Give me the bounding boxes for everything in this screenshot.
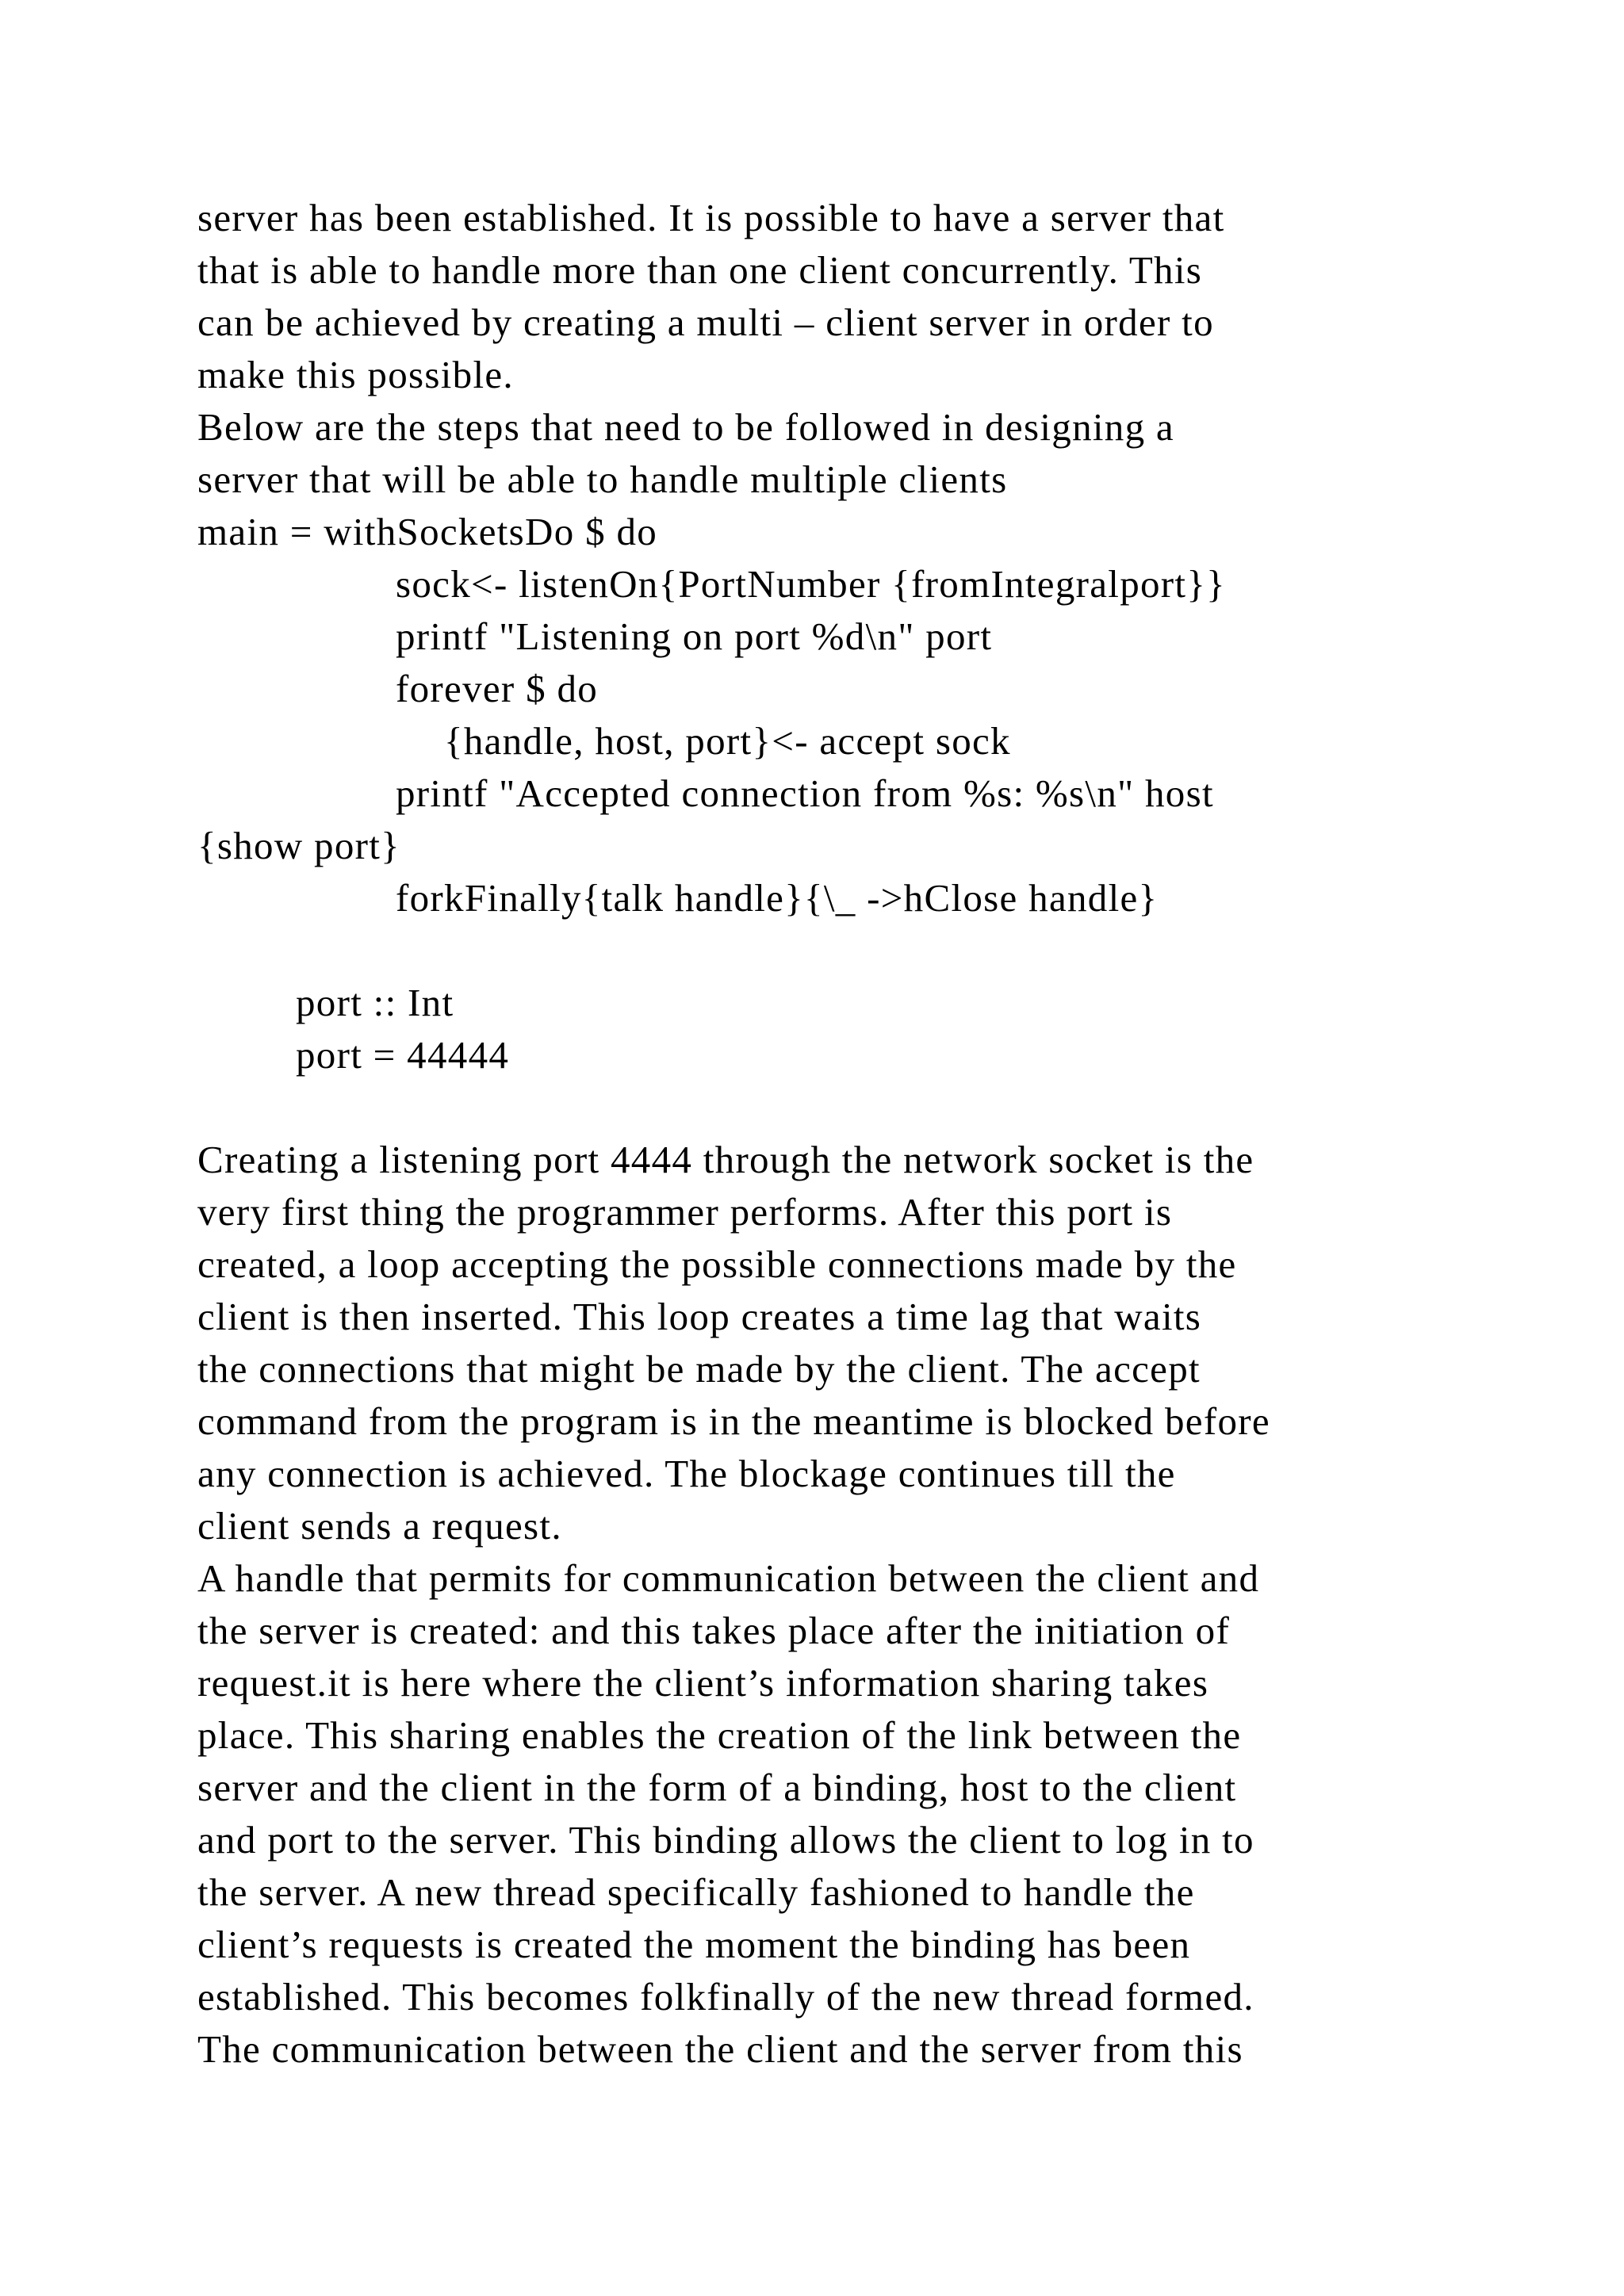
code-line: port :: Int [296, 981, 454, 1024]
text-line: The communication between the client and the server from this [197, 2027, 1243, 2071]
text-line: very first thing the programmer performs. After this port is [197, 1190, 1173, 1234]
text-line: client’s requests is created the moment the binding has been [197, 1923, 1191, 1966]
text-line: created, a loop accepting the possible connections made by the [197, 1242, 1237, 1286]
text-line: command from the program is in the meantime is blocked before [197, 1399, 1270, 1443]
text-line: server has been established. It is possible to have a server that [197, 196, 1225, 239]
text-line: client is then inserted. This loop creates a time lag that waits [197, 1295, 1202, 1338]
text-line: and port to the server. This binding allows the client to log in to [197, 1818, 1254, 1862]
code-line: forever $ do [396, 667, 599, 710]
text-line: Below are the steps that need to be followed in designing a [197, 405, 1174, 449]
code-line: main = withSocketsDo $ do [197, 510, 658, 553]
text-line: that is able to handle more than one client concurrently. This [197, 248, 1203, 292]
text-line: established. This becomes folkfinally of the new thread formed. [197, 1975, 1254, 2019]
text-line: the connections that might be made by the client. The accept [197, 1347, 1201, 1391]
code-line: sock<- listenOn{PortNumber {fromIntegralport}} [396, 562, 1226, 606]
text-line: server that will be able to handle multiple clients [197, 457, 1008, 501]
code-line: port = 44444 [296, 1033, 510, 1077]
code-line: {handle, host, port}<- accept sock [444, 719, 1011, 763]
text-line: client sends a request. [197, 1504, 562, 1548]
text-line: A handle that permits for communication between the client and [197, 1556, 1260, 1600]
text-line: Creating a listening port 4444 through the network socket is the [197, 1138, 1254, 1181]
text-line: server and the client in the form of a binding, host to the client [197, 1766, 1237, 1809]
text-line: place. This sharing enables the creation of the link between the [197, 1713, 1242, 1757]
text-line: request.it is here where the client’s information sharing takes [197, 1661, 1209, 1705]
code-line: forkFinally{talk handle}{\_ ->hClose handle} [396, 876, 1159, 920]
text-line: make this possible. [197, 353, 514, 396]
code-line: {show port} [197, 824, 400, 867]
code-line: printf "Accepted connection from %s: %s\n" host [396, 771, 1214, 815]
code-line: printf "Listening on port %d\n" port [396, 614, 993, 658]
text-line: any connection is achieved. The blockage continues till the [197, 1452, 1176, 1495]
text-line: can be achieved by creating a multi – client server in order to [197, 300, 1214, 344]
text-line: the server. A new thread specifically fashioned to handle the [197, 1870, 1195, 1914]
text-line: the server is created: and this takes place after the initiation of [197, 1609, 1231, 1652]
